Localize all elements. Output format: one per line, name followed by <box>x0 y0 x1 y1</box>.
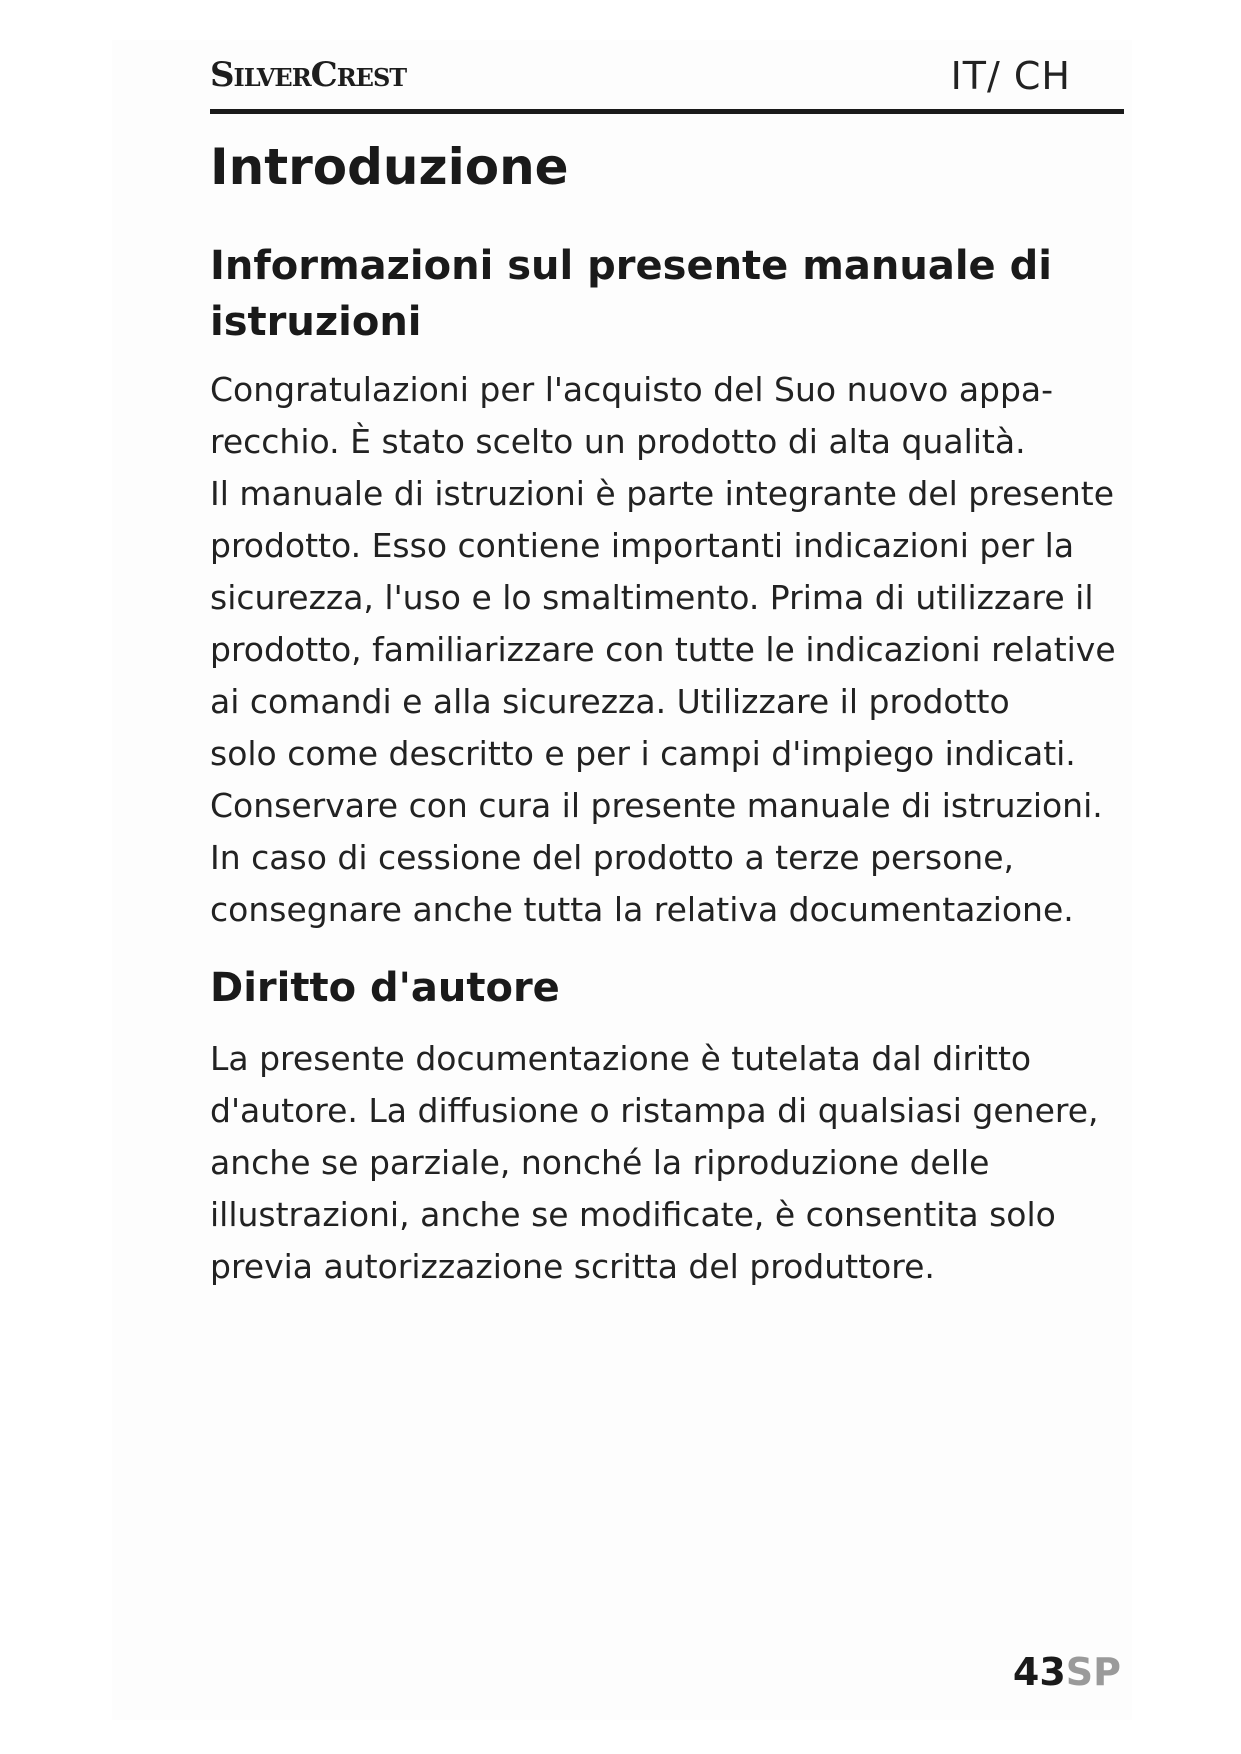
text-line: La presente documentazione è tutelata dal diritto <box>210 1039 1032 1078</box>
section-body-manual-info <box>210 364 1116 936</box>
page-title: Introduzione <box>210 138 569 196</box>
text-line: prodotto. Esso contiene importanti indicazioni per la <box>210 526 1075 565</box>
text-line: consegnare anche tutta la relativa documentazione. <box>210 890 1074 929</box>
text-line: illustrazioni, anche se modificate, è consentita solo <box>210 1195 1056 1234</box>
section-heading-copyright: Diritto d'autore <box>210 965 560 1011</box>
language-indicator: IT/ CH <box>950 54 1071 98</box>
heading-line: Informazioni sul presente manuale di <box>210 243 1052 289</box>
page-number-value: 43 <box>1012 1650 1066 1694</box>
text-line: solo come descritto e per i campi d'impiego indicati. <box>210 734 1076 773</box>
text-line: ai comandi e alla sicurezza. Utilizzare il prodotto <box>210 682 1010 721</box>
text-line: sicurezza, l'uso e lo smaltimento. Prima di utilizzare il <box>210 578 1094 617</box>
text-line: recchio. È stato scelto un prodotto di alta qualità. <box>210 422 1026 461</box>
text-line: In caso di cessione del prodotto a terze persone, <box>210 838 1015 877</box>
header-divider <box>210 109 1124 114</box>
section-heading-manual-info <box>210 238 1090 350</box>
section-body-copyright <box>210 1033 1110 1293</box>
text-line: anche se parziale, nonché la riproduzione delle <box>210 1143 990 1182</box>
text-line: prodotto, familiarizzare con tutte le indicazioni relative <box>210 630 1116 669</box>
text-line: d'autore. La diffusione o ristampa di qualsiasi genere, <box>210 1091 1099 1130</box>
text-line: Conservare con cura il presente manuale di istruzioni. <box>210 786 1103 825</box>
brand-logo: SilverCrest <box>210 55 407 95</box>
text-line: Il manuale di istruzioni è parte integrante del presente <box>210 474 1115 513</box>
text-line: Congratulazioni per l'acquisto del Suo nuovo appa- <box>210 370 1054 409</box>
text-line: previa autorizzazione scritta del produttore. <box>210 1247 935 1286</box>
heading-line: istruzioni <box>210 299 422 345</box>
page-number <box>1013 1650 1121 1694</box>
document-code: SP <box>1065 1650 1121 1694</box>
